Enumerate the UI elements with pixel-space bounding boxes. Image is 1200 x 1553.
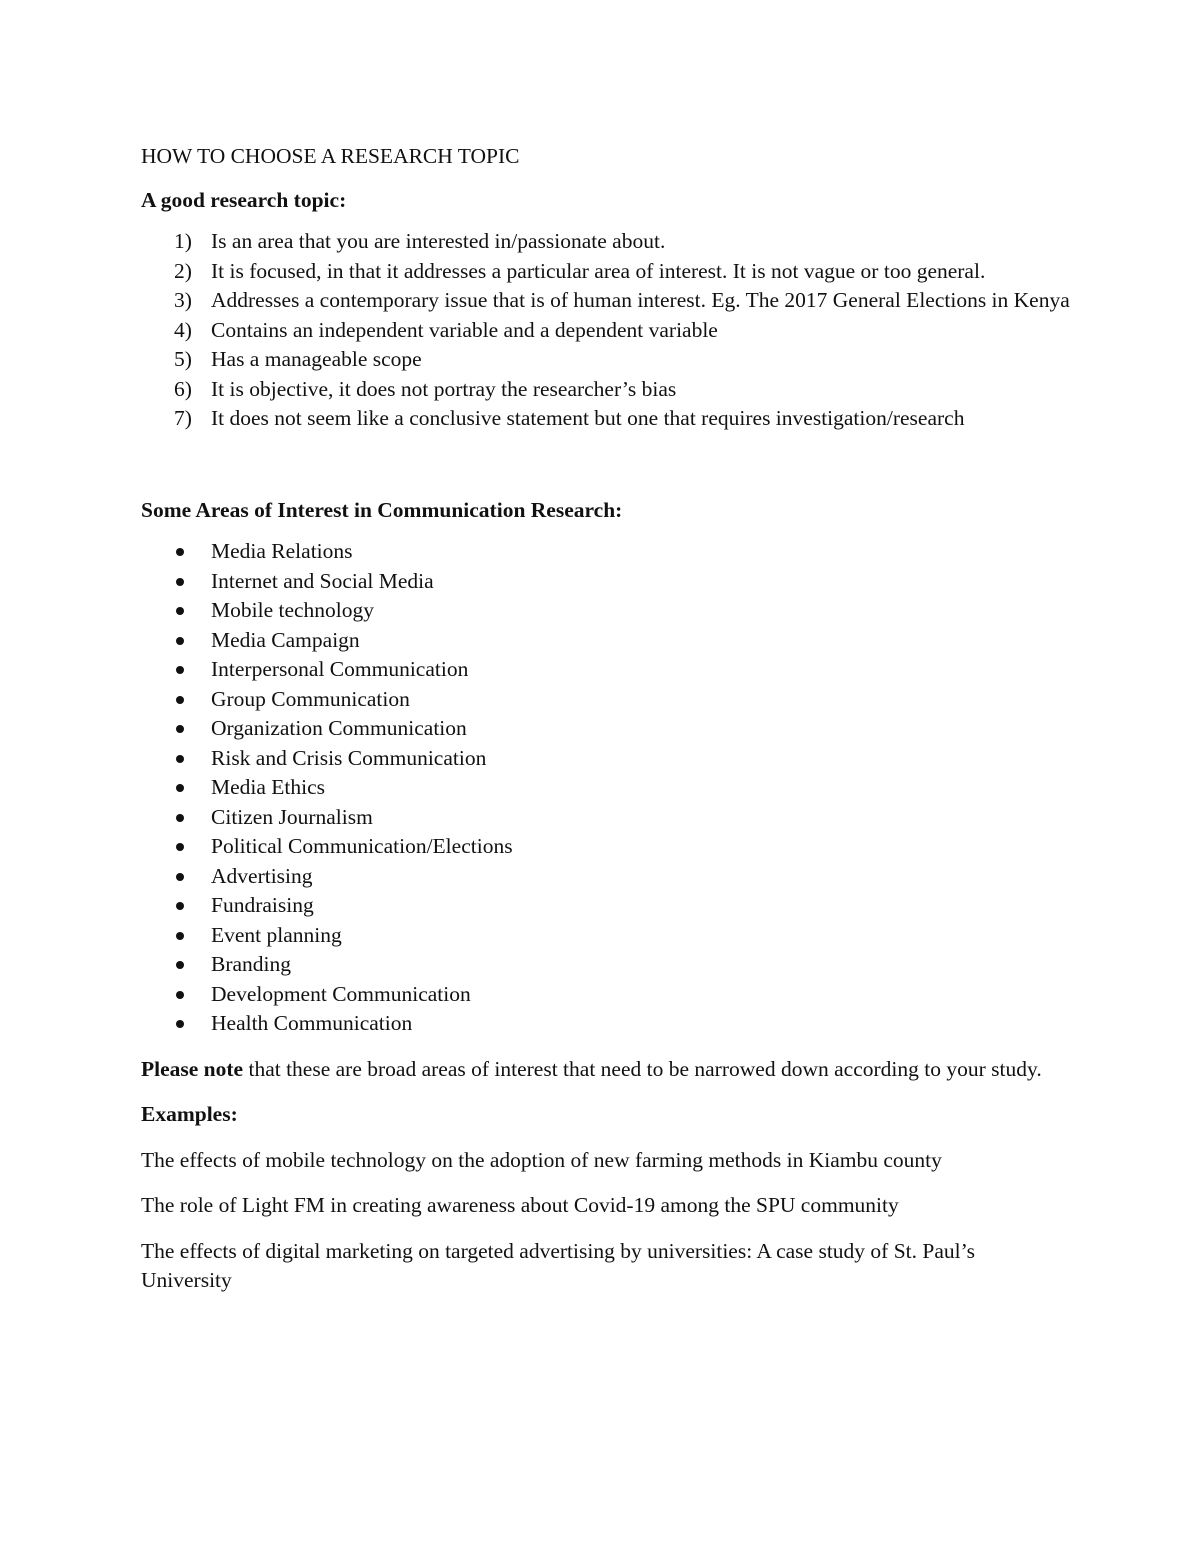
criteria-number: 4) (174, 317, 192, 342)
bullet-icon (176, 548, 184, 556)
area-text: Development Communication (211, 981, 471, 1006)
list-item (141, 655, 1071, 685)
list-item (141, 744, 1071, 774)
area-text: Health Communication (211, 1011, 413, 1035)
list-item (141, 921, 1071, 951)
criteria-text: Addresses a contemporary issue that is of human interest. Eg. The 2017 General Elections in Kenya (211, 288, 1070, 312)
criteria-number: 5) (174, 347, 192, 371)
criteria-item (141, 286, 1071, 316)
bullet-icon (176, 991, 184, 999)
area-text: Organization Communication (211, 716, 467, 740)
area-text: Risk and Crisis Communication (211, 745, 487, 770)
criteria-text: It is focused, in that it addresses a particular area of interest. It is not vague or too general. (211, 258, 986, 283)
area-text: Citizen Journalism (211, 804, 373, 829)
list-item (141, 950, 1071, 980)
list-item (141, 685, 1071, 715)
criteria-text: It is objective, it does not portray the researcher’s bias (211, 376, 677, 401)
bullet-icon (176, 873, 184, 881)
area-text: Event planning (211, 922, 342, 947)
bullet-icon (176, 814, 184, 822)
area-text: Internet and Social Media (211, 568, 434, 593)
example-item: The effects of digital marketing on targeted advertising by universities: A case study of St. Paul’s University (141, 1238, 975, 1292)
criteria-item (141, 316, 1071, 346)
bullet-icon (176, 843, 184, 851)
bullet-icon (176, 755, 184, 763)
criteria-number: 3) (174, 288, 192, 312)
criteria-list (141, 227, 1071, 434)
area-text: Interpersonal Communication (211, 657, 469, 681)
criteria-item (141, 345, 1071, 375)
bullet-icon (176, 1020, 184, 1028)
example-item: The effects of mobile technology on the adoption of new farming methods in Kiambu county (141, 1147, 942, 1172)
note-paragraph (141, 1055, 1071, 1085)
criteria-item (141, 257, 1071, 287)
criteria-item (141, 404, 1071, 434)
bullet-icon (176, 932, 184, 940)
document-page (141, 142, 1071, 1296)
areas-heading: Some Areas of Interest in Communication Research: (141, 497, 623, 522)
criteria-item (141, 227, 1071, 257)
bullet-icon (176, 961, 184, 969)
list-item (141, 803, 1071, 833)
list-item (141, 832, 1071, 862)
criteria-number: 6) (174, 376, 192, 401)
bullet-icon (176, 637, 184, 645)
criteria-number: 2) (174, 258, 192, 283)
areas-list (141, 537, 1071, 1039)
area-text: Media Relations (211, 539, 353, 563)
list-item (141, 1009, 1071, 1039)
example-item: The role of Light FM in creating awareness about Covid-19 among the SPU community (141, 1193, 899, 1217)
note-text: that these are broad areas of interest that need to be narrowed down according to your study. (243, 1056, 1042, 1081)
examples-heading: Examples: (141, 1102, 238, 1126)
list-item (141, 714, 1071, 744)
list-item (141, 891, 1071, 921)
area-text: Advertising (211, 863, 313, 888)
area-text: Media Campaign (211, 627, 360, 652)
criteria-item (141, 375, 1071, 405)
area-text: Mobile technology (211, 598, 375, 622)
criteria-text: Contains an independent variable and a dependent variable (211, 317, 718, 342)
bullet-icon (176, 696, 184, 704)
area-text: Branding (211, 952, 292, 976)
criteria-text: It does not seem like a conclusive statement but one that requires investigation/research (211, 406, 965, 430)
list-item (141, 773, 1071, 803)
bullet-icon (176, 725, 184, 733)
list-item (141, 567, 1071, 597)
area-text: Fundraising (211, 893, 314, 917)
criteria-text: Has a manageable scope (211, 347, 422, 371)
list-item (141, 862, 1071, 892)
bullet-icon (176, 607, 184, 615)
area-text: Media Ethics (211, 775, 326, 799)
bullet-icon (176, 666, 184, 674)
criteria-number: 7) (174, 406, 192, 430)
bullet-icon (176, 784, 184, 792)
list-item (141, 537, 1071, 567)
criteria-number: 1) (174, 229, 192, 253)
bullet-icon (176, 902, 184, 910)
note-bold: Please note (141, 1056, 244, 1081)
document-title: HOW TO CHOOSE A RESEARCH TOPIC (141, 144, 520, 168)
criteria-text: Is an area that you are interested in/passionate about. (211, 229, 666, 253)
area-text: Political Communication/Elections (211, 834, 513, 858)
good-topic-heading: A good research topic: (141, 187, 347, 212)
list-item (141, 980, 1071, 1010)
area-text: Group Communication (211, 686, 410, 711)
list-item (141, 596, 1071, 626)
bullet-icon (176, 578, 184, 586)
list-item (141, 626, 1071, 656)
